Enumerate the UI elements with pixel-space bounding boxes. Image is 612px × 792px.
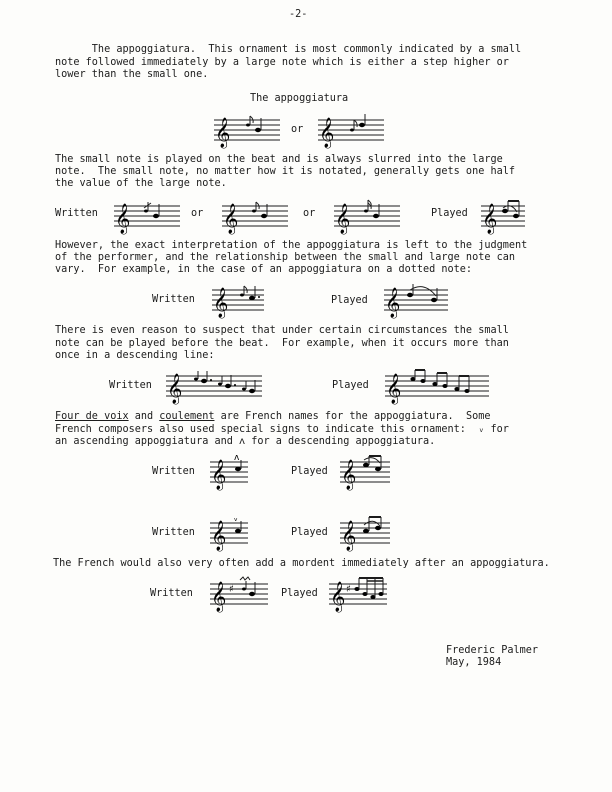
text-line bbox=[55, 411, 491, 423]
note-icon bbox=[513, 214, 519, 218]
text-line: once in a descending line: bbox=[55, 350, 215, 361]
text-line: note followed immediately by a large note which is either a step higher or bbox=[55, 57, 509, 68]
played-label: Played bbox=[291, 466, 328, 477]
music-staff-example bbox=[214, 114, 280, 148]
played-label: Played bbox=[332, 380, 369, 391]
text-line: French composers also used special signs to indicate this ornament: ᵥ for bbox=[55, 424, 509, 435]
grace-note-icon bbox=[144, 210, 148, 213]
treble-clef-icon: 𝄞 bbox=[341, 460, 357, 490]
music-staff-written bbox=[210, 453, 248, 490]
music-staff-written bbox=[210, 576, 268, 612]
note-icon bbox=[255, 128, 261, 132]
note-icon bbox=[249, 296, 255, 300]
music-staff-written bbox=[210, 514, 248, 551]
grace-note-icon bbox=[364, 210, 368, 213]
treble-clef-icon: 𝄞 bbox=[167, 374, 183, 404]
grace-note-icon bbox=[350, 129, 354, 132]
music-staff-written bbox=[166, 370, 262, 404]
grace-note-icon bbox=[252, 210, 256, 213]
date: May, 1984 bbox=[446, 657, 502, 668]
music-staff-played bbox=[340, 517, 390, 551]
written-label: Written bbox=[152, 466, 195, 477]
treble-clef-icon: 𝄞 bbox=[211, 460, 227, 490]
paragraph: The French would also very often add a mordent immediately after an appoggiatura. bbox=[53, 558, 550, 569]
text-line: note. The small note, no matter how it is notated, generally gets one half bbox=[55, 166, 516, 177]
treble-clef-icon: 𝄞 bbox=[223, 204, 239, 234]
dot-icon bbox=[258, 296, 260, 298]
text-line: lower than the small one. bbox=[55, 69, 209, 80]
treble-clef-icon: 𝄞 bbox=[319, 118, 335, 148]
treble-clef-icon: 𝄞 bbox=[213, 288, 229, 318]
ascending-sign-icon: ᵥ bbox=[234, 514, 238, 524]
grace-note-icon bbox=[240, 294, 244, 297]
text-fragment: are French names for the appoggiatura. Some bbox=[214, 411, 491, 422]
music-staff-written bbox=[334, 200, 400, 234]
text-fragment: and bbox=[128, 411, 160, 422]
treble-clef-icon: 𝄞 bbox=[211, 521, 227, 551]
note-icon bbox=[261, 214, 267, 218]
or-label: or bbox=[291, 124, 304, 135]
treble-clef-icon: 𝄞 bbox=[385, 288, 401, 318]
term-four-de-voix: Four de voix bbox=[55, 411, 129, 422]
written-label: Written bbox=[152, 527, 195, 538]
slur-icon bbox=[364, 521, 380, 526]
text-line: The appoggiatura. This ornament is most commonly indicated by a small bbox=[55, 44, 522, 55]
treble-clef-icon: 𝄞 bbox=[386, 374, 402, 404]
treble-clef-icon: 𝄞 bbox=[211, 582, 227, 612]
note-icon bbox=[407, 293, 413, 297]
treble-clef-icon: 𝄞 bbox=[330, 582, 346, 612]
text-line: of the performer, and the relationship between the small and large note can bbox=[55, 252, 516, 263]
text-line: note can be played before the beat. For example, when it occurs more than bbox=[55, 338, 509, 349]
example-caption: The appoggiatura bbox=[250, 93, 349, 104]
treble-clef-icon: 𝄞 bbox=[335, 204, 351, 234]
treble-clef-icon: 𝄞 bbox=[482, 204, 498, 234]
music-staff-written bbox=[222, 200, 288, 234]
music-staff-played bbox=[340, 456, 390, 490]
text-line: an ascending appoggiatura and ᴧ for a descending appoggiatura. bbox=[55, 436, 436, 447]
music-staff-example bbox=[318, 114, 384, 148]
text-line: vary. For example, in the case of an appoggiatura on a dotted note: bbox=[55, 264, 473, 275]
mordent-icon bbox=[240, 577, 250, 580]
page-number: -2- bbox=[289, 9, 308, 20]
author-name: Frederic Palmer bbox=[446, 645, 539, 656]
written-label: Written bbox=[150, 588, 193, 599]
text-line: However, the exact interpretation of the appoggiatura is left to the judgment bbox=[55, 240, 528, 251]
music-staff-played bbox=[329, 578, 387, 612]
note-icon bbox=[373, 214, 379, 218]
text-line: the value of the large note. bbox=[55, 178, 227, 189]
music-staff-played bbox=[481, 200, 525, 234]
note-icon bbox=[359, 123, 365, 127]
written-label: Written bbox=[109, 380, 152, 391]
treble-clef-icon: 𝄞 bbox=[115, 204, 131, 234]
text-line: There is even reason to suspect that under certain circumstances the small bbox=[55, 325, 509, 336]
written-label: Written bbox=[55, 208, 98, 219]
played-label: Played bbox=[281, 588, 318, 599]
term-coulement: coulement bbox=[159, 411, 215, 422]
note-icon bbox=[249, 592, 255, 596]
grace-note-icon bbox=[246, 124, 250, 127]
music-staff-written bbox=[212, 284, 264, 318]
note-icon bbox=[235, 529, 241, 533]
music-staff-played bbox=[385, 370, 489, 404]
music-staff-played bbox=[384, 284, 448, 318]
sharp-icon: ♯ bbox=[229, 584, 234, 595]
treble-clef-icon: 𝄞 bbox=[341, 521, 357, 551]
treble-clef-icon: 𝄞 bbox=[215, 118, 231, 148]
played-label: Played bbox=[291, 527, 328, 538]
note-icon bbox=[431, 298, 437, 302]
note-icon bbox=[235, 467, 241, 471]
music-staff-written bbox=[114, 200, 180, 234]
sharp-icon: ♯ bbox=[346, 584, 351, 595]
note-icon bbox=[502, 209, 508, 213]
note-icon bbox=[153, 214, 159, 218]
or-label: or bbox=[191, 208, 204, 219]
written-label: Written bbox=[152, 294, 195, 305]
played-label: Played bbox=[331, 295, 368, 306]
text-line: The small note is played on the beat and is always slurred into the large bbox=[55, 154, 503, 165]
played-label: Played bbox=[431, 208, 468, 219]
or-label: or bbox=[303, 208, 316, 219]
descending-sign-icon: ᴧ bbox=[234, 453, 240, 463]
